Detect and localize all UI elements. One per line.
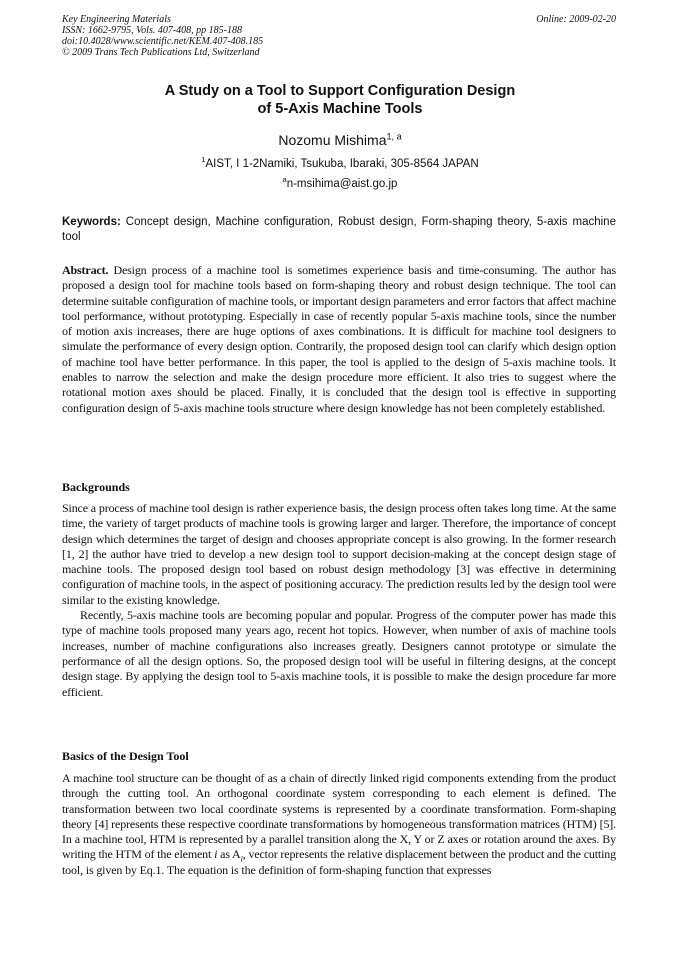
basics-text-c: , vector represents the relative displacement between the product and the cutting tool, is given by Eq.1. The equation is the definition of form-shaping function that expresses — [62, 847, 616, 877]
backgrounds-body — [62, 501, 616, 700]
title-line-2: of 5-Axis Machine Tools — [257, 101, 423, 117]
online-date: Online: 2009-02-20 — [536, 14, 616, 25]
journal-name: Key Engineering Materials — [62, 14, 171, 25]
basics-text-b: as A — [220, 847, 241, 862]
issn-line: ISSN: 1662-9795, Vols. 407-408, pp 185-188 — [62, 25, 242, 36]
variable-i: i — [214, 847, 218, 862]
affiliation-line — [62, 157, 618, 171]
paper-title — [62, 82, 618, 118]
affiliation-text: AIST, I 1-2Namiki, Tsukuba, Ibaraki, 305-8564 JAPAN — [205, 158, 479, 170]
keywords-text: Concept design, Machine configuration, Robust design, Form-shaping theory, 5-axis machine tool — [62, 216, 616, 243]
journal-header — [62, 14, 618, 58]
backgrounds-paragraph-1: Since a process of machine tool design is rather experience basis, the design process often takes long time. At the same time, the variety of target products of machine tools is growing larger and larger. Therefore, the importance of concept design which determines the target of design and chooses appropriate concept is also growing. In the former research [1, 2] the author have tried to develop a new design tool to support decision-making at the concept design stage of machine tools. The proposed design tool based on robust design methodology [3] was effective in determining configuration of machine tools, in the aspect of positioning accuracy. The prediction results led by the design tool were similar to the existing knowledge. — [62, 501, 616, 607]
keywords-block — [62, 215, 616, 244]
basics-heading: Basics of the Design Tool — [62, 749, 189, 763]
basics-text-a: A machine tool structure can be thought of as a chain of directly linked rigid components extending from the product through the cutting tool. An orthogonal coordinate system corresponding to each element is defined. The transformation between two local coordinate systems is represented by a coordinate transformation. Form-shaping theory [4] represents these respective coordinate transformations by homogeneous transformation matrices (HTM) [5]. In a machine tool, HTM is represented by a parallel transition along the X, Y or Z axes or rotation around the axes. By writing the HTM of the element — [62, 771, 616, 862]
email-sup: a — [282, 175, 287, 185]
email-line — [62, 177, 618, 191]
abstract-text: Design process of a machine tool is sometimes experience basis and time-consuming. The author has proposed a design tool for machine tools based on form-shaping theory and robust design technique. The tool can determine suitable configuration of machine tools, or important design parameters and error factors that affect machine tool performance, without prototyping. Especially in case of recently popular 5-axis machine tools, since the number of motion axis increases, there are huge options of axes combinations. It is difficult for machine tool designers to simulate the performance of every design option. Contrarily, the proposed design tool can clarify which design option of machine tool have better performance. In this paper, the tool is applied to the design of 5-axis machine tools. It enables to narrow the selection and make the design procedure more efficient. It also tries to suggest where the rotational motion axes should be placed. Finally, it is concluded that the design tool is effective in supporting configuration design of 5-axis machine tools structure where design knowledge has not been completely established. — [62, 263, 616, 415]
basics-paragraph — [62, 771, 616, 878]
title-line-1: A Study on a Tool to Support Configuration Design — [164, 83, 516, 99]
author-sup: 1, a — [386, 131, 402, 142]
email-text: n-msihima@aist.go.jp — [286, 178, 398, 190]
basics-body — [62, 771, 616, 878]
author-name: Nozomu Mishima — [278, 132, 387, 148]
affiliation-sup: 1 — [201, 155, 206, 165]
author-line — [62, 132, 618, 149]
subscript-i: i — [240, 854, 243, 864]
keywords-label: Keywords: — [62, 216, 121, 228]
copyright-line: © 2009 Trans Tech Publications Ltd, Switzerland — [62, 47, 260, 58]
abstract-label: Abstract. — [62, 263, 109, 277]
backgrounds-paragraph-2: Recently, 5-axis machine tools are becoming popular and popular. Progress of the computer power has made this type of machine tools proposed many years ago, recent hot topics. However, when number of axis of machine tools increases, number of machine configurations also increases greatly. Designers cannot prototype or simulate the performance of all the design options. So, the proposed design tool will be useful in filtering designs, at the concept design stage. By applying the design tool to 5-axis machine tools, it is possible to make the design procedure far more efficient. — [62, 608, 616, 699]
abstract-block — [62, 263, 616, 416]
doi-line: doi:10.4028/www.scientific.net/KEM.407-408.185 — [62, 36, 264, 47]
backgrounds-heading: Backgrounds — [62, 480, 130, 494]
